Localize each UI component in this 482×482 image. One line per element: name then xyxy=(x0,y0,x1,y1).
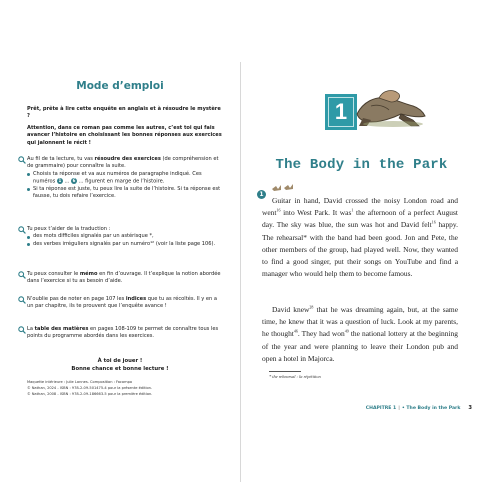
story-text: happy. The rehearsal* with the band had been good. Jon and Pete, the other members of the group, had played well. Now, they wanted to find a good singer, put their songs on YouTube and find a manager who would help them to become famous. xyxy=(262,220,458,279)
story-text: the afternoon of a perfect August day. The sky was blue, the sun was hot and David felt xyxy=(262,208,458,230)
page-title: Mode d’emploi xyxy=(76,80,164,92)
section-memo: Tu peux consulter le mémo en fin d’ouvrage. Il t’explique la notion abordée dans l’exercice si tu as besoin d’aide. xyxy=(18,271,224,286)
paragraph-number-badge: 6 xyxy=(72,177,76,183)
paragraph-badge: 1 xyxy=(257,190,266,199)
verb-reference-number: 16 xyxy=(431,219,436,225)
footer-title: • The Body in the Park xyxy=(401,406,461,411)
verb-reference-number: 49 xyxy=(344,328,349,334)
verb-reference-number: 28 xyxy=(309,304,314,310)
magnifier-icon xyxy=(18,156,26,164)
list-item: Si ta réponse est juste, tu peux lire la suite de l’histoire. Si ta réponse est fausse, tu dois refaire l’exercice. xyxy=(33,186,224,201)
warning-text: Attention, dans ce roman pas comme les autres, c’est toi qui fais avancer l’histoire en choisissant les bonnes réponses aux exercices qui jalonnent le récit ! xyxy=(27,125,222,146)
section-exercises: Au fil de ta lecture, tu vas résoudre des exercices (de compréhension et de grammaire) pour connaître la suite. Choisis ta réponse et va aux numéros de paragraphe indiqué. Ces numéros 1 ... 6 ... figurent en marge de l’histoire. Si ta réponse est juste, tu peux lire la suite de l’histoire. Si ta réponse est fausse, tu dois refaire l’exercice. xyxy=(18,156,224,200)
intro-text: Prêt, prête à lire cette enquête en anglais et à résoudre le mystère ? xyxy=(27,106,221,120)
list-item: Choisis ta réponse et va aux numéros de paragraphe indiqué. Ces numéros 1 ... 6 ... figurent en marge de l’histoire. xyxy=(33,171,224,186)
list-item: des verbes irréguliers signalés par un numéro¹² (voir la liste page 106). xyxy=(33,241,224,248)
story-text: that he was dreaming again, but, at the same time, he knew that it was a question of luck. Look at my parents, he thought xyxy=(262,305,458,339)
magnifier-icon xyxy=(18,271,26,279)
paragraph-number-badge: 1 xyxy=(58,177,62,183)
footer-chapter: CHAPITRE 1 xyxy=(365,406,397,411)
magnifier-icon xyxy=(18,296,26,304)
footnote: * the rehearsal : la répétition xyxy=(269,374,321,379)
closing-message: À toi de jouer ! Bonne chance et bonne lecture ! xyxy=(71,358,169,372)
story-text: David knew xyxy=(272,305,310,314)
verb-reference-number: 46 xyxy=(293,328,298,334)
story-text: . They had won xyxy=(297,329,345,339)
story-text: Guitar in hand, David crossed the noisy London road and went xyxy=(262,196,458,218)
section-contents: La table des matières en pages 108-109 te permet de connaître tous les points du programme abordés dans les exercices. xyxy=(18,326,224,341)
chapter-title: The Body in the Park xyxy=(275,157,448,173)
credits: Maquette intérieure : Julie Lannes. Composition : Facompo © Nathan, 2024 - ISBN : 978-2-09-501475-4 pour la présente édition. © Nathan, 2008 - ISBN : 978-2-09-186663-5 pour la première édition. xyxy=(27,380,153,396)
footnote-rule xyxy=(269,371,301,372)
body-illustration xyxy=(353,84,429,130)
chapter-number: 1 xyxy=(334,99,348,124)
chapter-badge xyxy=(325,94,357,130)
story-text: the national lottery at the beginning of the year and were planning to leave their London pub and open a hotel in Majorca. xyxy=(262,329,458,363)
section-clues: N’oublie pas de noter en page 107 les indices que tu as récoltés. Il y en a un par chapitre, ils te prouvent que l’enquête avance ! xyxy=(18,296,224,311)
story-text: into West Park. It was xyxy=(280,208,352,218)
list-item: des mots difficiles signalés par un astérisque *, xyxy=(33,233,224,240)
story-paragraph-2 xyxy=(262,304,458,365)
running-footer: CHAPITRE 1 | • The Body in the Park 3 xyxy=(365,405,472,411)
magnifier-icon xyxy=(18,226,26,234)
right-page xyxy=(241,0,482,482)
verb-reference-number: 1 xyxy=(351,207,354,213)
left-page xyxy=(0,0,240,482)
section-translation: Tu peux t’aider de la traduction : des mots difficiles signalés par un astérisque *, des verbes irréguliers signalés par un numéro¹² (voir la liste page 106). xyxy=(18,226,224,248)
page-number: 3 xyxy=(468,405,472,411)
verb-reference-number: 16 xyxy=(276,207,281,213)
story-paragraph-1 xyxy=(262,195,458,280)
birds-icon xyxy=(271,183,295,193)
magnifier-icon xyxy=(18,326,26,334)
